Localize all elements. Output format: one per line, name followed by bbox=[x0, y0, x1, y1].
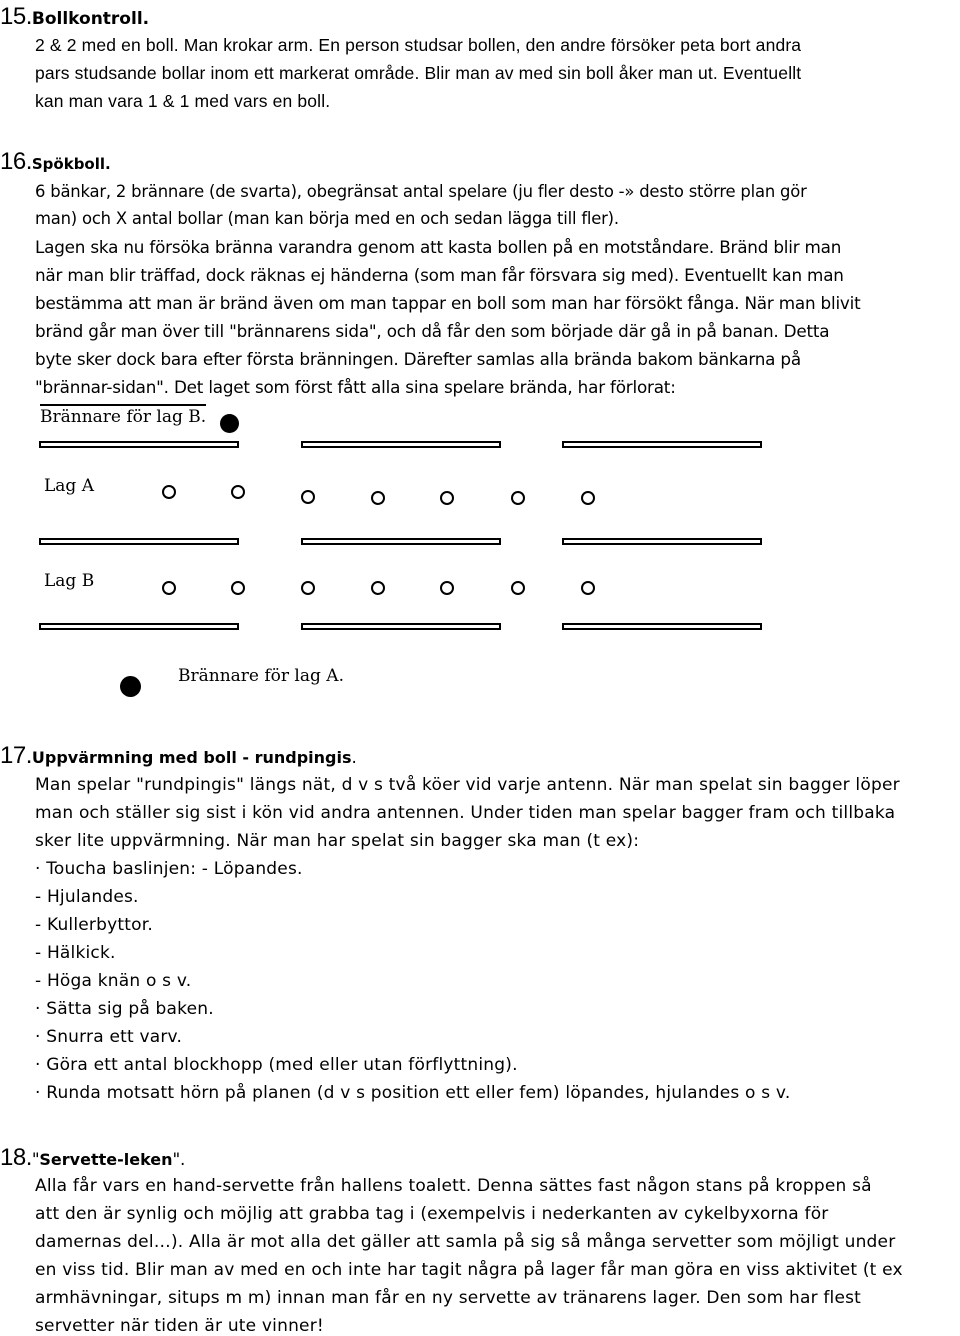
paragraph-line: 2 & 2 med en boll. Man krokar arm. En person studsar bollen, den andre försöker peta bort andra bbox=[35, 35, 802, 55]
section-title: Servette-leken bbox=[39, 1150, 173, 1169]
bench bbox=[39, 538, 239, 545]
list-item: · Snurra ett varv. bbox=[35, 1027, 183, 1047]
section-number: 18. bbox=[0, 1144, 32, 1171]
paragraph-line: kan man vara 1 & 1 med vars en boll. bbox=[35, 91, 331, 111]
list-item: - Hälkick. bbox=[35, 943, 116, 963]
bench bbox=[562, 441, 762, 448]
section-title-suffix: ". bbox=[172, 1149, 186, 1169]
list-item: · Sätta sig på baken. bbox=[35, 999, 214, 1019]
paragraph-line: sker lite uppvärmning. När man har spelat sin bagger ska man (t ex): bbox=[35, 831, 640, 851]
paragraph-line: armhävningar, situps m m) innan man får en ny servette av tränarens lager. Den som har flest bbox=[35, 1288, 862, 1308]
bench bbox=[301, 538, 501, 545]
burner-ball-bottom bbox=[120, 676, 141, 697]
paragraph-line: 6 bänkar, 2 brännare (de svarta), obegränsat antal spelare (ju fler desto -» desto större plan gör bbox=[35, 182, 807, 201]
paragraph-line: bränd går man över till "brännarens sida", och då får den som började där gå in på banan. Detta bbox=[35, 321, 830, 341]
player-circle bbox=[231, 485, 245, 499]
bench bbox=[562, 623, 762, 630]
player-circle bbox=[371, 581, 385, 595]
player-circle bbox=[511, 581, 525, 595]
list-item: · Runda motsatt hörn på planen (d v s position ett eller fem) löpandes, hjulandes o s v. bbox=[35, 1083, 791, 1103]
player-circle bbox=[440, 581, 454, 595]
section-number: 16. bbox=[0, 148, 32, 175]
section-number: 17. bbox=[0, 742, 32, 769]
player-circle bbox=[162, 485, 176, 499]
bench bbox=[39, 441, 239, 448]
player-circle bbox=[440, 491, 454, 505]
player-circle bbox=[371, 491, 385, 505]
bench bbox=[301, 441, 501, 448]
section-number: 15. bbox=[0, 3, 32, 30]
bench bbox=[39, 623, 239, 630]
diagram-label-burner-b: Brännare för lag B. bbox=[40, 404, 206, 427]
paragraph-line: Alla får vars en hand-servette från hallens toalett. Denna sättes fast någon stans på kroppen så bbox=[35, 1176, 872, 1196]
section-16-heading bbox=[0, 148, 111, 176]
section-15-heading bbox=[0, 3, 149, 31]
section-17-heading bbox=[0, 742, 357, 770]
list-item: · Toucha baslinjen: - Löpandes. bbox=[35, 859, 303, 879]
paragraph-line: man och ställer sig sist i kön vid andra antennen. Under tiden man spelar bagger fram och tillbaka bbox=[35, 803, 896, 823]
paragraph-line: Lagen ska nu försöka bränna varandra genom att kasta bollen på en motståndare. Bränd blir man bbox=[35, 237, 842, 257]
player-circle bbox=[301, 581, 315, 595]
diagram-label-burner-a: Brännare för lag A. bbox=[178, 666, 344, 686]
paragraph-line: byte sker dock bara efter första bränningen. Därefter samlas alla brända bakom bänkarna på bbox=[35, 349, 801, 369]
paragraph-line: bestämma att man är bränd även om man tappar en boll som man har försökt fånga. När man blivit bbox=[35, 293, 861, 313]
section-title: Bollkontroll. bbox=[31, 9, 150, 29]
paragraph-line: servetter när tiden är ute vinner! bbox=[35, 1316, 324, 1336]
paragraph-line: man) och X antal bollar (man kan börja med en och sedan lägga till fler). bbox=[35, 209, 619, 228]
paragraph-line: pars studsande bollar inom ett markerat område. Blir man av med sin boll åker man ut. Eventuellt bbox=[35, 63, 802, 83]
player-circle bbox=[511, 491, 525, 505]
list-item: · Göra ett antal blockhopp (med eller utan förflyttning). bbox=[35, 1055, 518, 1075]
diagram-label-team-b: Lag B bbox=[44, 571, 95, 591]
section-title-prefix: " bbox=[31, 1149, 40, 1169]
section-title: Spökboll. bbox=[31, 155, 111, 173]
bench bbox=[562, 538, 762, 545]
paragraph-line: Man spelar "rundpingis" längs nät, d v s två köer vid varje antenn. När man spelat sin bagger löper bbox=[35, 775, 900, 795]
list-item: - Hjulandes. bbox=[35, 887, 139, 907]
diagram-label-team-a: Lag A bbox=[44, 476, 94, 496]
paragraph-line: en viss tid. Blir man av med en och inte har tagit några på lager får man göra en viss aktivitet (t ex bbox=[35, 1260, 903, 1280]
section-title: Uppvärmning med boll - rundpingis bbox=[31, 748, 352, 767]
bench bbox=[301, 623, 501, 630]
player-circle bbox=[581, 581, 595, 595]
list-item: - Höga knän o s v. bbox=[35, 971, 192, 991]
paragraph-line: damernas del…). Alla är mot alla det gäller att samla på sig så många servetter som möjligt under bbox=[35, 1232, 896, 1252]
list-item: - Kullerbyttor. bbox=[35, 915, 153, 935]
paragraph-line: "brännar-sidan". Det laget som först fått alla sina spelare brända, har förlorat: bbox=[35, 377, 676, 397]
section-18-heading bbox=[0, 1144, 185, 1172]
burner-ball-top bbox=[220, 414, 239, 433]
player-circle bbox=[231, 581, 245, 595]
player-circle bbox=[581, 491, 595, 505]
section-title-suffix: . bbox=[351, 747, 357, 767]
player-circle bbox=[301, 490, 315, 504]
paragraph-line: när man blir träffad, dock räknas ej händerna (som man får försvara sig med). Eventuellt kan man bbox=[35, 265, 844, 285]
paragraph-line: att den är synlig och möjlig att grabba tag i (exempelvis i nederkanten av cykelbyxorna för bbox=[35, 1204, 829, 1224]
player-circle bbox=[162, 581, 176, 595]
